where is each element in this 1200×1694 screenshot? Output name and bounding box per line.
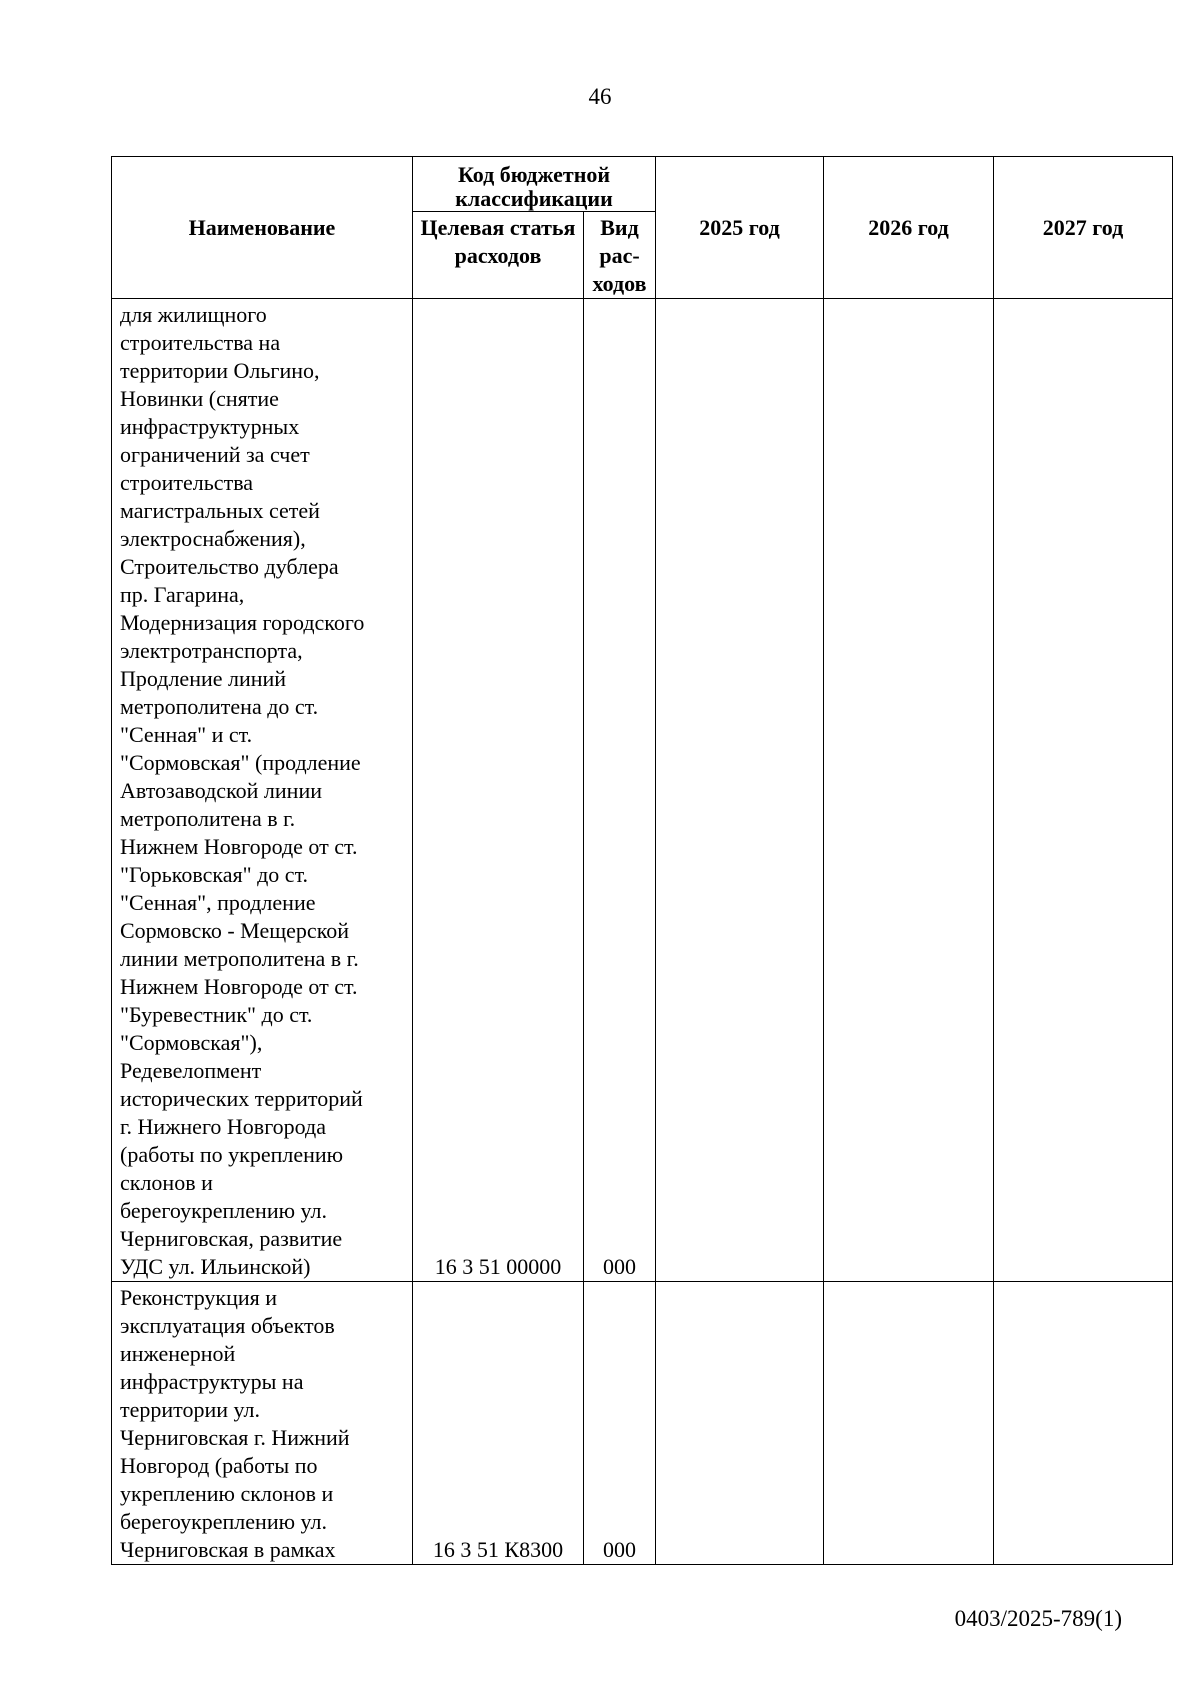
row-name-line: берегоукреплению ул. [120,1198,328,1223]
row-name-line: "Сормовская" (продление [120,750,361,775]
row-value-2025 [656,1282,824,1565]
row-name-line: Автозаводской линии [120,778,322,803]
row-name-line: склонов и [120,1170,213,1195]
budget-table [111,156,1173,1565]
row-name-line: для жилищного [120,302,267,327]
row-name-line: электротранспорта, [120,638,303,663]
row-name-line: метрополитена в г. [120,806,296,831]
row-name-line: "Сенная" и ст. [120,722,253,747]
row-name-line: пр. Гагарина, [120,582,245,607]
row-name-line: укреплению склонов и [120,1481,334,1506]
header-year-2026: 2026 год [824,157,994,299]
row-name-line: Нижнем Новгороде от ст. [120,974,358,999]
row-name-line: электроснабжения), [120,526,306,551]
header-name: Наименование [112,157,413,299]
header-year-2027: 2027 год [994,157,1173,299]
row-name-line: исторических территорий [120,1086,363,1111]
row-name-line: линии метрополитена в г. [120,946,359,971]
row-name-line: Продление линий [120,666,287,691]
row-name-line: Строительство дублера [120,554,339,579]
row-name-line: ограничений за счет [120,442,310,467]
row-name-line: "Сормовская"), [120,1030,263,1055]
row-name-cell [112,1282,413,1565]
row-name-line: Редевелопмент [120,1058,262,1083]
row-name-line: инженерной [120,1341,236,1366]
row-name-line: эксплуатация объектов [120,1313,335,1338]
row-expense-kind: 000 [584,299,656,1282]
row-target-article: 16 3 51 К8300 [413,1282,584,1565]
row-name-line: Сормовско - Мещерской [120,918,350,943]
row-name-line: территории Ольгино, [120,358,320,383]
row-name-line: УДС ул. Ильинской) [120,1254,311,1279]
row-name-line: инфраструктурных [120,414,300,439]
row-name-line: Модернизация городского [120,610,365,635]
row-name-line: магистральных сетей [120,498,320,523]
row-name-line: территории ул. [120,1397,261,1422]
row-name-line: Черниговская в рамках [120,1537,336,1562]
page-number: 46 [588,84,612,109]
row-name-line: Черниговская г. Нижний [120,1425,350,1450]
row-value-2025 [656,299,824,1282]
row-name-line: инфраструктуры на [120,1369,304,1394]
row-name-line: Черниговская, развитие [120,1226,343,1251]
row-name-line: Нижнем Новгороде от ст. [120,834,358,859]
header-target-article: Целевая статья расходов [413,212,584,299]
row-name-line: Новгород (работы по [120,1453,318,1478]
row-target-article: 16 3 51 00000 [413,299,584,1282]
row-name-line: строительства [120,470,254,495]
header-budget-code-group: Код бюджетной классификации [413,157,656,212]
row-name-line: берегоукреплению ул. [120,1509,328,1534]
row-value-2027 [994,299,1173,1282]
row-value-2026 [824,1282,994,1565]
row-name-line: Новинки (снятие [120,386,279,411]
row-name-line: "Буревестник" до ст. [120,1002,313,1027]
row-name-line: строительства на [120,330,281,355]
row-value-2027 [994,1282,1173,1565]
row-name-line: "Сенная", продление [120,890,316,915]
document-code: 0403/2025-789(1) [954,1606,1122,1631]
row-name-line: "Горьковская" до ст. [120,862,309,887]
row-name-line: (работы по укреплению [120,1142,344,1167]
table-row [112,299,1173,1282]
header-year-2025: 2025 год [656,157,824,299]
row-name-line: метрополитена до ст. [120,694,319,719]
row-name-line: г. Нижнего Новгорода [120,1114,326,1139]
header-expense-kind: Вид рас-ходов [584,212,656,299]
row-name-cell [112,299,413,1282]
table-row [112,1282,1173,1565]
row-expense-kind: 000 [584,1282,656,1565]
row-value-2026 [824,299,994,1282]
row-name-line: Реконструкция и [120,1285,278,1310]
table-body [112,299,1173,1565]
